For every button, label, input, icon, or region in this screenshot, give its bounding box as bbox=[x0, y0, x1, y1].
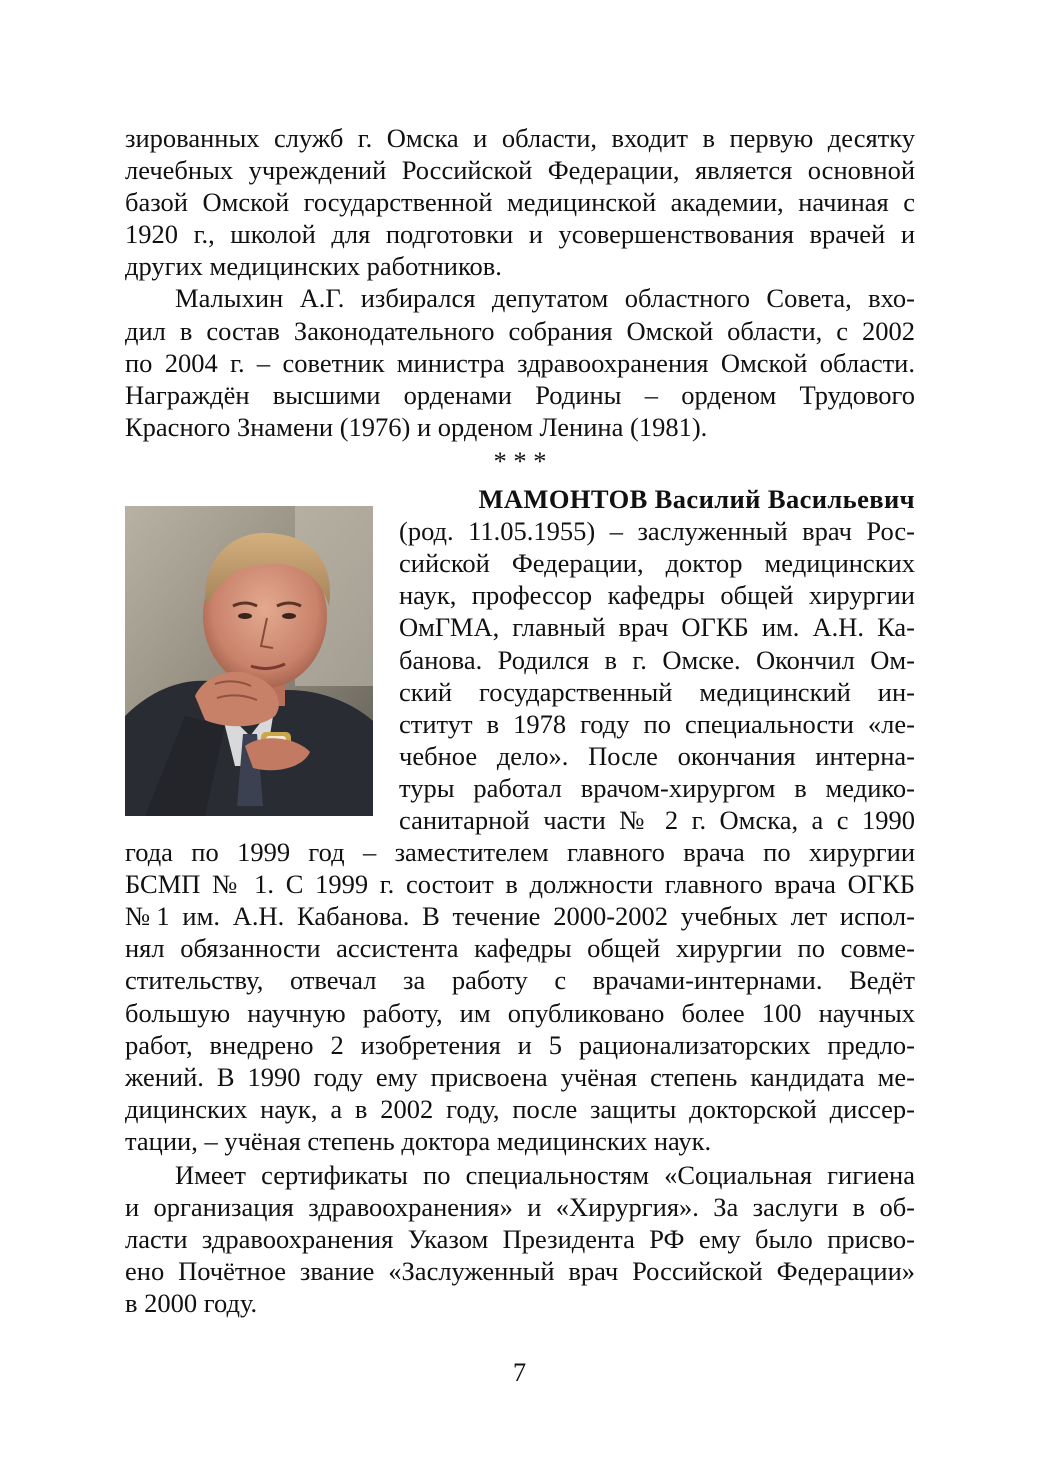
text-line: ОмГМА, главный врач ОГКБ им. А.Н. Ка- bbox=[399, 612, 915, 643]
text-line: большую научную работу, им опубликовано более 100 научных bbox=[125, 997, 915, 1028]
text-line: ено Почётное звание «Заслуженный врач Российской Федерации» bbox=[125, 1256, 915, 1287]
text-line: дицинских наук, а в 2002 году, после защиты докторской диссер- bbox=[125, 1093, 915, 1124]
text-line: нял обязанности ассистента кафедры общей хирургии по совме- bbox=[125, 933, 915, 964]
text-line: чебное дело». После окончания интерна- bbox=[399, 740, 915, 771]
text-line: других медицинских работников. bbox=[125, 251, 502, 282]
text-line: 1920 г., школой для подготовки и усовершенствования врачей и bbox=[125, 219, 915, 250]
text-line: санитарной части № 2 г. Омска, а с 1990 bbox=[399, 804, 915, 835]
text-line: стительству, отвечал за работу с врачами-интернами. Ведёт bbox=[125, 965, 915, 996]
bio-heading bbox=[399, 483, 915, 515]
text-line: банова. Родился в г. Омске. Окончил Ом- bbox=[399, 644, 915, 675]
text-line: Имеет сертификаты по специальностям «Социальная гигиена bbox=[175, 1160, 915, 1190]
page-content bbox=[125, 122, 915, 1319]
text-line: Награждён высшими орденами Родины – орденом Трудового bbox=[125, 379, 915, 410]
text-line: Малыхин А.Г. избирался депутатом областного Совета, вхо- bbox=[175, 283, 915, 314]
text-line: наук, профессор кафедры общей хирургии bbox=[399, 580, 915, 611]
text-line: ститут в 1978 году по специальности «ле- bbox=[399, 708, 915, 739]
paragraph-continuation bbox=[125, 122, 915, 282]
text-line: №1 им. А.Н. Кабанова. В течение 2000-2002 учебных лет испол- bbox=[125, 901, 915, 932]
text-line: работ, внедрено 2 изобретения и 5 рационализаторских предло- bbox=[125, 1029, 915, 1060]
text-line: ский государственный медицинский ин- bbox=[399, 676, 915, 707]
text-line: Красного Знамени (1976) и орденом Ленина (1981). bbox=[125, 411, 708, 442]
text-line: сийской Федерации, доктор медицинских bbox=[399, 548, 915, 579]
text-line: базой Омской государственной медицинской академии, начиная с bbox=[125, 187, 915, 218]
text-line: зированных служб г. Омска и области, входит в первую десятку bbox=[125, 123, 915, 153]
paragraph-malykhin bbox=[125, 282, 915, 442]
person-name: МАМОНТОВ Василий Васильевич bbox=[478, 484, 915, 515]
text-line: лечебных учреждений Российской Федерации, является основной bbox=[125, 155, 915, 186]
text-line: ласти здравоохранения Указом Президента РФ ему было присво- bbox=[125, 1224, 915, 1255]
text-line: жений. В 1990 году ему присвоена учёная степень кандидата ме- bbox=[125, 1061, 915, 1092]
portrait-photo bbox=[125, 506, 373, 816]
text-line: в 2000 году. bbox=[125, 1288, 258, 1319]
text-line: дил в состав Законодательного собрания Омской области, с 2002 bbox=[125, 315, 915, 346]
text-line: по 2004 г. – советник министра здравоохранения Омской области. bbox=[125, 347, 915, 378]
text-line: года по 1999 год – заместителем главного врача по хирургии bbox=[125, 837, 915, 868]
text-line: и организация здравоохранения» и «Хирургия». За заслуги в об- bbox=[125, 1192, 915, 1223]
text-line: тации, – учёная степень доктора медицинских наук. bbox=[125, 1125, 712, 1156]
text-line: (род. 11.05.1955) – заслуженный врач Рос- bbox=[399, 516, 915, 547]
text-line: БСМП № 1. С 1999 г. состоит в должности главного врача ОГКБ bbox=[125, 869, 915, 900]
section-separator: * * * bbox=[493, 445, 547, 476]
paragraph-certificates bbox=[125, 1159, 915, 1319]
text-line: туры работал врачом-хирургом в медико- bbox=[399, 772, 915, 803]
page-number: 7 bbox=[512, 1357, 527, 1387]
